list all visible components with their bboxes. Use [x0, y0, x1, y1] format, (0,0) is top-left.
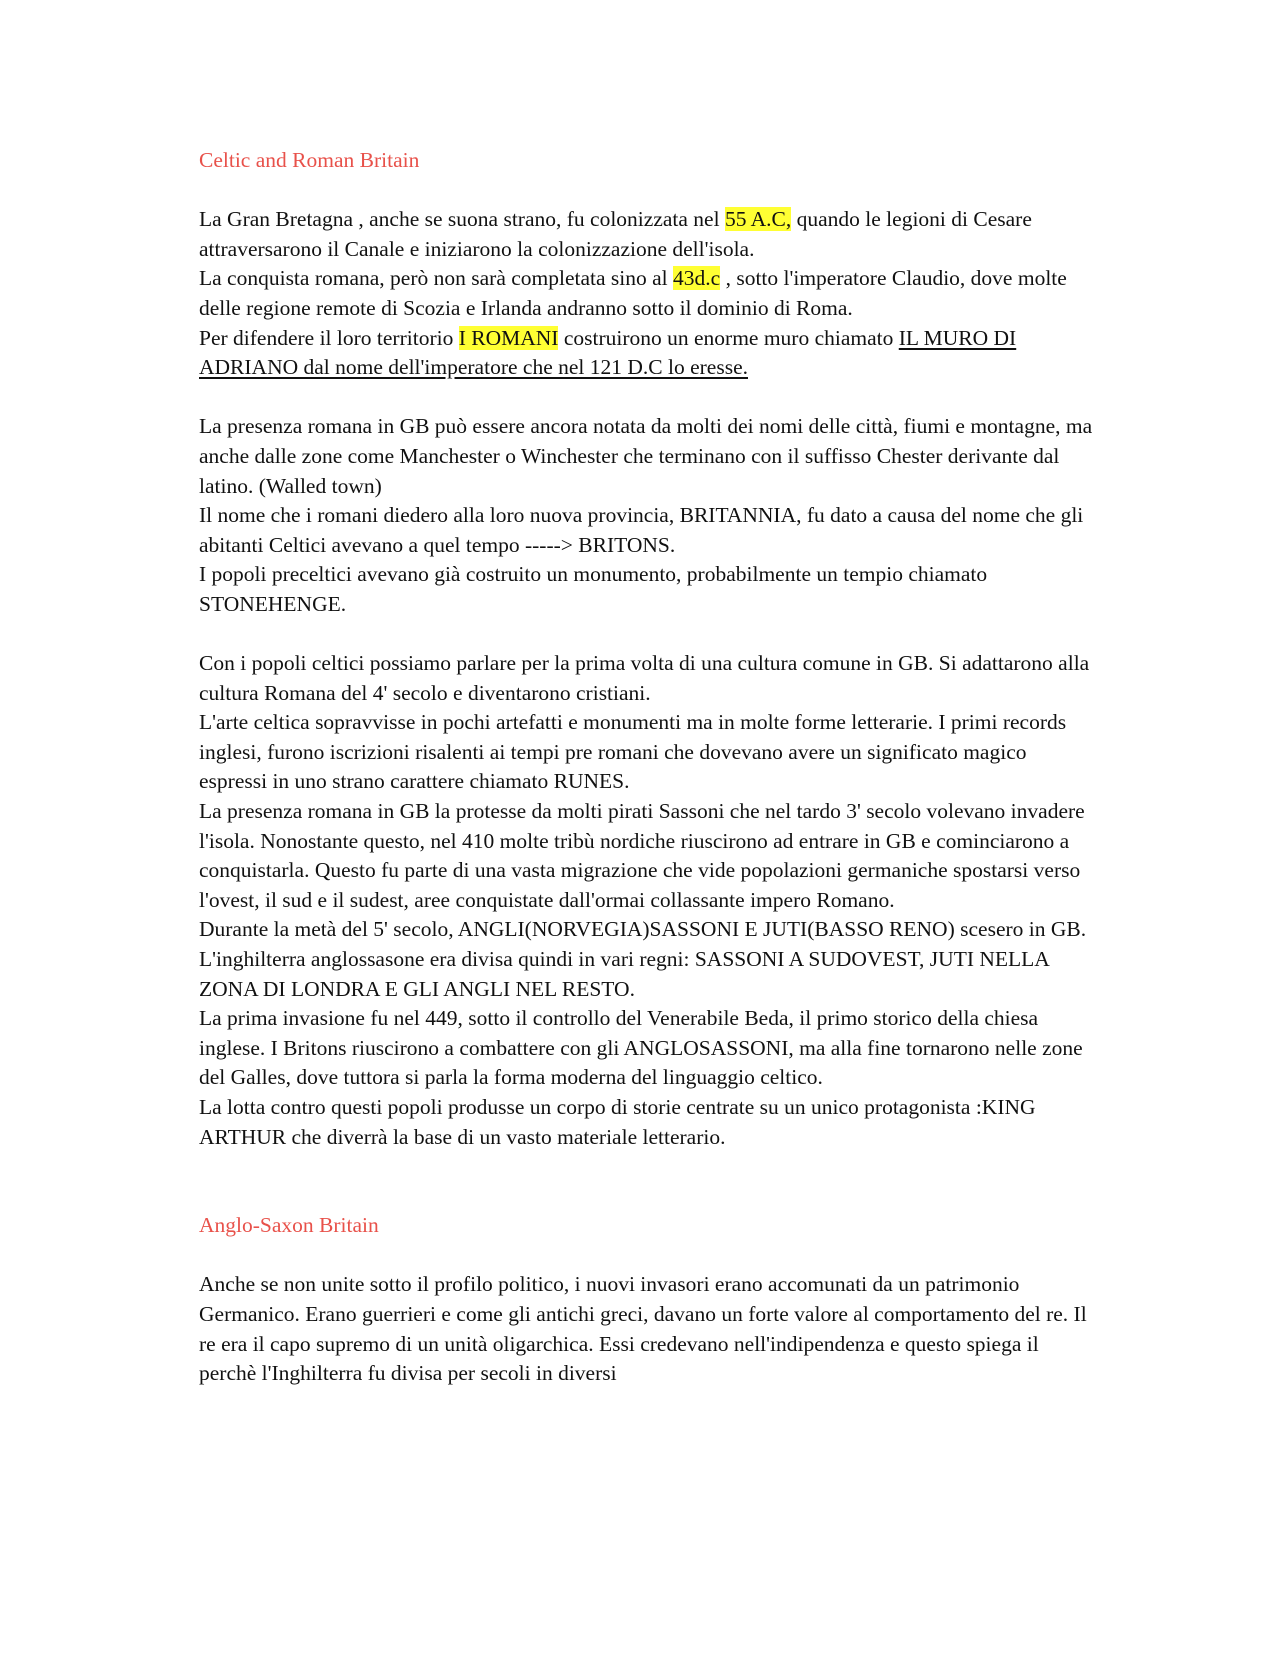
paragraph-anglo-saxon: Anche se non unite sotto il profilo politico, i nuovi invasori erano accomunati da un patrimonio Germanico. Erano guerrieri e come gli antichi greci, davano un forte valore al comportamento del re. Il re era il capo supremo di un unità oligarchica. Essi credevano nell'indipendenza e questo spiega il perchè l'Inghilterra fu divisa per secoli in diversi: [199, 1272, 1087, 1386]
text-line: Il nome che i romani diedero alla loro nuova provincia, BRITANNIA, fu dato a causa del nome che gli abitanti Celtici avevano a quel tempo -----> BRITONS.: [199, 503, 1084, 557]
section-heading-celtic-roman: Celtic and Roman Britain: [199, 148, 420, 172]
text-line: I popoli preceltici avevano già costruito un monumento, probabilmente un tempio chiamato STONEHENGE.: [199, 562, 988, 616]
paragraph-roman-presence: [199, 412, 1099, 619]
highlight-i-romani: I ROMANI: [458, 325, 559, 350]
paragraph-roman-conquest: [199, 205, 1099, 383]
document-page: [199, 146, 1099, 1389]
text-line: La lotta contro questi popoli produsse un corpo di storie centrate su un unico protagonista :KING ARTHUR che diverrà la base di un vasto materiale letterario.: [199, 1095, 1036, 1149]
text-line: La prima invasione fu nel 449, sotto il controllo del Venerabile Beda, il primo storico della chiesa inglese. I Britons riuscirono a combattere con gli ANGLOSASSONI, ma alla fine tornarono nelle zone del Galles, dove tuttora si parla la forma moderna del linguaggio celtico.: [199, 1006, 1083, 1090]
highlight-43dc: 43d.c: [673, 266, 721, 291]
text-line: L'inghilterra anglossasone era divisa quindi in vari regni: SASSONI A SUDOVEST, JUTI NELLA ZONA DI LONDRA E GLI ANGLI NEL RESTO.: [199, 947, 1049, 1001]
text-line: Durante la metà del 5' secolo, ANGLI(NORVEGIA)SASSONI E JUTI(BASSO RENO) scesero in GB.: [199, 917, 1087, 942]
highlight-55ac: 55 A.C,: [724, 207, 792, 232]
text-run: quando le legioni di Cesare attraversarono il Canale e iniziarono la colonizzazione dell'isola.: [199, 207, 1032, 261]
text-run: , sotto l'imperatore Claudio, dove molte delle regione remote di Scozia e Irlanda andranno sotto il dominio di Roma.: [199, 266, 1067, 320]
text-run: La Gran Bretagna , anche se suona strano, fu colonizzata nel: [199, 207, 725, 232]
underlined-muro-adriano: IL MURO DI ADRIANO dal nome dell'imperatore che nel 121 D.C lo eresse.: [199, 325, 1017, 380]
text-run: La conquista romana, però non sarà completata sino al: [199, 266, 674, 291]
section-heading-anglo-saxon: Anglo-Saxon Britain: [199, 1213, 379, 1238]
text-line: La presenza romana in GB può essere ancora notata da molti dei nomi delle città, fiumi e montagne, ma anche dalle zone come Manchester o Winchester che terminano con il suffisso Chester derivante dal latino. (Walled town): [199, 414, 1093, 498]
text-line: La presenza romana in GB la protesse da molti pirati Sassoni che nel tardo 3' secolo volevano invadere l'isola. Nonostante questo, nel 410 molte tribù nordiche riuscirono ad entrare in GB e cominciarono a conquistarla. Questo fu parte di una vasta migrazione che vide popolazioni germaniche spostarsi verso l'ovest, il sud e il sudest, aree conquistate dall'ormai collassante impero Romano.: [199, 799, 1085, 912]
text-line: Con i popoli celtici possiamo parlare per la prima volta di una cultura comune in GB. Si adattarono alla cultura Romana del 4' secolo e diventarono cristiani.: [199, 651, 1090, 705]
text-run: Per difendere il loro territorio: [199, 325, 459, 350]
text-run: costruirono un enorme muro chiamato: [558, 325, 899, 350]
text-line: L'arte celtica sopravvisse in pochi artefatti e monumenti ma in molte forme letterarie. I primi records inglesi, furono iscrizioni risalenti ai tempi pre romani che dovevano avere un significato magico espressi in uno strano carattere chiamato RUNES.: [199, 710, 1067, 794]
paragraph-celtic-peoples: [199, 649, 1099, 1152]
